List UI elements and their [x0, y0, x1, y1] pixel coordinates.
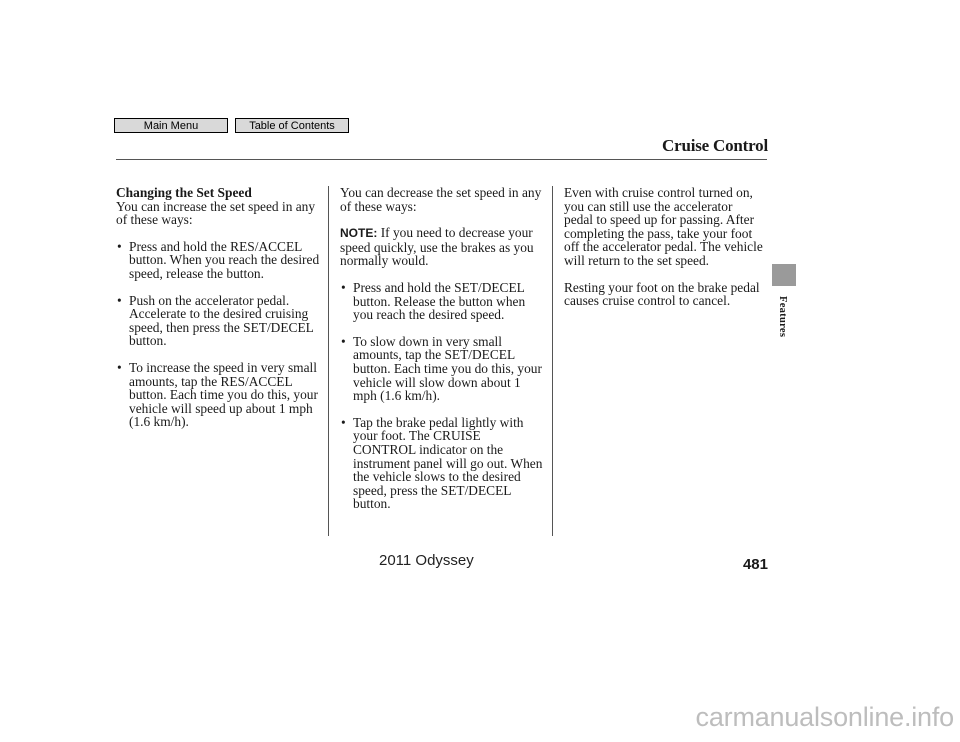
- bullet-icon: •: [117, 292, 122, 308]
- bullet-icon: •: [341, 333, 346, 349]
- column-right: [564, 186, 764, 321]
- column-middle: [340, 186, 546, 524]
- bullet-icon: •: [117, 359, 122, 375]
- list-item-text: To increase the speed in very small amounts, tap the RES/ACCEL button. Each time you do this, your vehicle will speed up about 1 mph (1.6 km/h).: [129, 359, 318, 430]
- bullet-icon: •: [117, 238, 122, 254]
- list-item: [116, 361, 322, 429]
- list-item: [340, 281, 546, 322]
- intro-paragraph: You can increase the set speed in any of these ways:: [116, 198, 316, 228]
- table-of-contents-button[interactable]: Table of Contents: [235, 118, 349, 133]
- body-paragraph: Resting your foot on the brake pedal causes cruise control to cancel.: [564, 279, 760, 309]
- note-label: NOTE:: [340, 226, 378, 241]
- column-divider: [328, 186, 329, 536]
- list-item: [340, 335, 546, 403]
- decrease-speed-list: [340, 281, 546, 511]
- watermark: carmanualsonline.info: [695, 702, 954, 732]
- list-item: [116, 240, 322, 281]
- page-number: 481: [742, 556, 768, 573]
- list-item: [116, 294, 322, 348]
- list-item-text: Push on the accelerator pedal. Accelerate to the desired cruising speed, then press the SET/DECEL button.: [129, 292, 314, 349]
- side-section-label: Features: [777, 296, 788, 338]
- list-item-text: Press and hold the RES/ACCEL button. When you reach the desired speed, release the button.: [129, 238, 320, 281]
- column-divider: [552, 186, 553, 536]
- section-tab-marker: [772, 264, 796, 286]
- section-title: Cruise Control: [662, 136, 768, 155]
- bullet-icon: •: [341, 279, 346, 295]
- list-item-text: Tap the brake pedal lightly with your foot. The CRUISE CONTROL indicator on the instrument panel will go out. When the vehicle slows to the desired speed, press the SET/DECEL button.: [353, 414, 543, 512]
- intro-paragraph: You can decrease the set speed in any of these ways:: [340, 185, 542, 214]
- list-item-text: To slow down in very small amounts, tap the SET/DECEL button. Each time you do this, your vehicle will slow down about 1 mph (1.6 km/h).: [353, 333, 542, 404]
- bullet-icon: •: [341, 414, 346, 430]
- main-menu-button[interactable]: Main Menu: [114, 118, 228, 133]
- footer-model-name: 2011 Odyssey: [379, 552, 474, 569]
- list-item: [340, 416, 546, 511]
- header-divider: [116, 159, 767, 160]
- increase-speed-list: [116, 240, 322, 429]
- column-left: [116, 186, 322, 442]
- list-item-text: Press and hold the SET/DECEL button. Release the button when you reach the desired speed.: [353, 279, 526, 323]
- note-paragraph: [340, 226, 546, 268]
- note-text: If you need to decrease your speed quickly, use the brakes as you normally would.: [340, 225, 534, 269]
- body-paragraph: Even with cruise control turned on, you can still use the accelerator pedal to speed up for passing. After completing the pass, take your foot off the accelerator pedal. The vehicle will return to the set speed.: [564, 185, 763, 268]
- subsection-heading: Changing the Set Speed: [116, 185, 252, 200]
